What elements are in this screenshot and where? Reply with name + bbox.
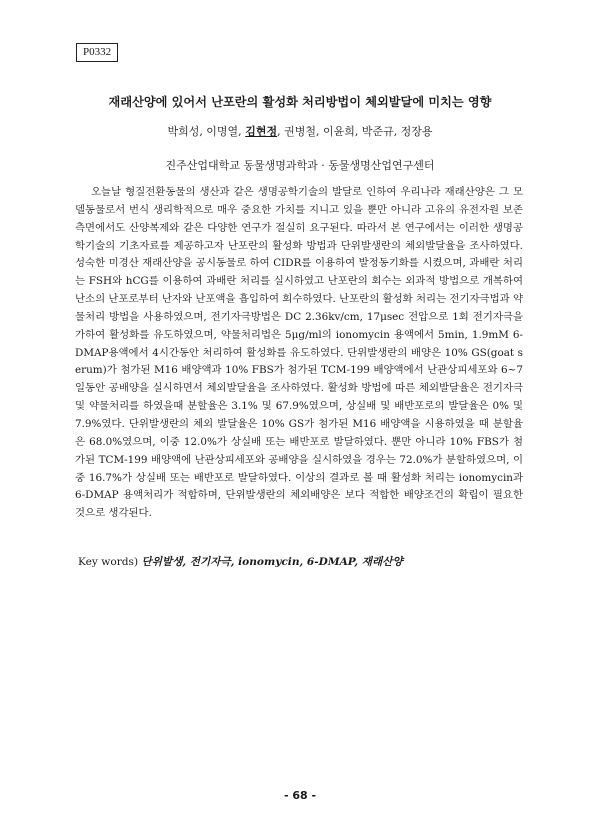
abstract-body: 오늘날 형질전환동물의 생산과 같은 생명공학기술의 발달로 인하여 우리나라 재래산양은 그 모델동물로서 번식 생리학적으로 매우 중요한 가치를 지니고 있을 뿐만 아니라 고유의 유전자원 보존 측면에서도 산양복제와 같은 다양한 연구가 절실히 요구된다. 따라서 본 연구에서는 이러한 생명공학기술의 기초자료를 제공하고자 난포란의 활성화 방법과 단위발생란의 체외발달율을 조사하였다. 성숙한 미경산 재래산양을 공시동물로 하여 CIDR를 이용하여 발정동기화를 시켰으며, 과배란 처리는 FSH와 hCG를 이용하여 과배란 처리를 실시하였고 난포란의 회수는 외과적 방법으로 개복하여 난소의 난포로부터 난자와 난포액을 흡입하여 회수하였다. 난포란의 활성화 처리는 전기자극법과 약물처리 방법을 사용하였으며, 전기자극방법은 DC 2.36kv/cm, 17μsec 전압으로 1회 전기자극을 가하여 활성화를 유도하였으며, 약물처리법은 5μg/ml의 ionomycin 용액에서 5min, 1.9mM 6-DMAP용액에서 4시간동안 처리하여 활성화를 유도하였다. 단위발생란의 배양은 10% GS(goat serum)가 첨가된 M16 배양액과 10% FBS가 첨가된 TCM-199 배양액에서 난관상피세포와 6~7일동안 공배양을 실시하면서 체외발달율을 조사하였다. 활성화 방법에 따른 체외발달율은 전기자극 및 약물처리를 하였을때 분할율은 3.1% 및 67.9%였으며, 상실배 및 배반포로의 발달율은 0% 및 7.9%였다. 단위발생란의 체외 발달율은 10% GS가 첨가된 M16 배양액을 시용하였을 때 분할율은 68.0%였으며, 이중 12.0%가 상실배 또는 배반포로 발달하였다. 뿐만 아니라 10% FBS가 첨가된 TCM-199 배양액에 난관상피세포와 공배양을 실시하였을 경우는 72.0%가 분할하였으며, 이중 16.7%가 상실배 또는 배반포로 발달하였다. 이상의 결과로 볼 때 활성화 처리는 ionomycin과 6-DMAP 용액처리가 적합하며, 단위발생란의 체외배양은 보다 적합한 배양조건의 확립이 필요한 것으로 생각된다. [75,186,523,520]
keywords-label: Key words) [78,556,139,568]
abstract-code: P0332 [76,43,118,62]
authors-before: 박희성, 이명열, [167,125,246,138]
keywords-terms: 단위발생, 전기자극, ionomycin, 6-DMAP, 재래산양 [141,556,403,568]
keywords-line [78,554,403,570]
affiliation: 진주산업대학교 동물생명과학과 · 동물생명산업연구센터 [165,159,435,172]
authors-after: , 권병철, 이윤희, 박준규, 정장용 [277,125,433,138]
presenting-author: 김현정 [245,125,278,138]
paper-title: 재래산양에 있어서 난포란의 활성화 처리방법이 체외발달에 미치는 영향 [108,95,492,109]
author-list [40,124,560,140]
page-number: - 68 - [283,789,317,802]
